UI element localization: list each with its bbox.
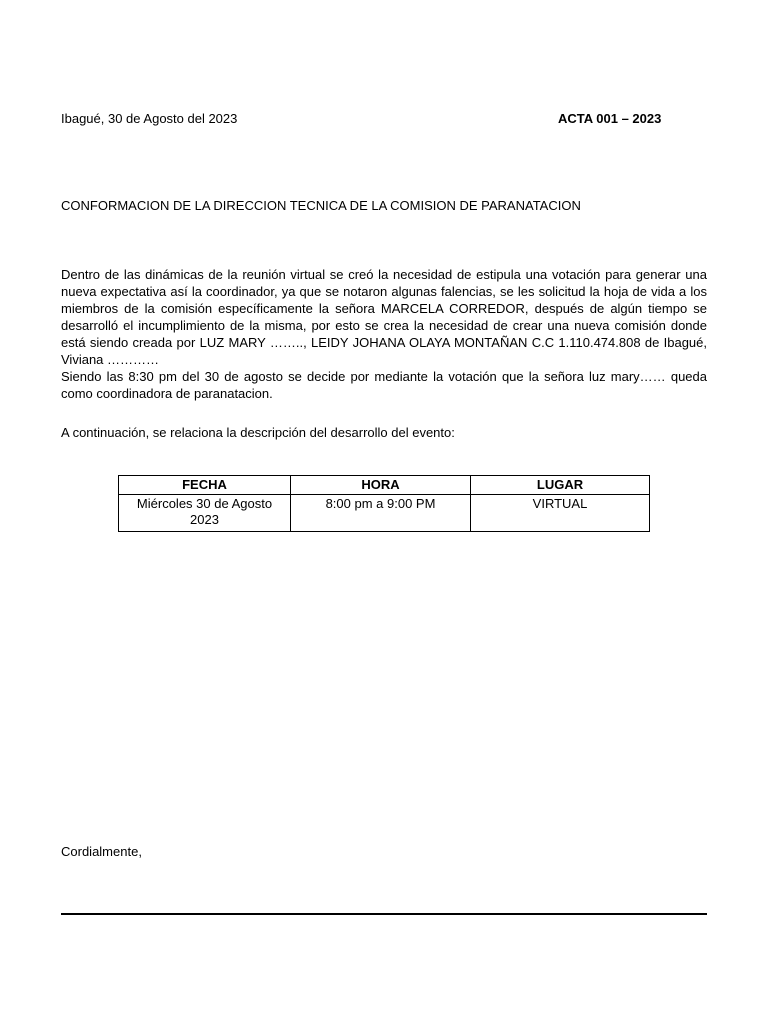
event-table xyxy=(118,475,650,532)
table-header-row xyxy=(119,476,650,495)
acta-number: ACTA 001 – 2023 xyxy=(558,111,662,126)
paragraph-2: Siendo las 8:30 pm del 30 de agosto se decide por mediante la votación que la señora luz mary…… queda como coordinadora de paranatacion. xyxy=(61,369,707,401)
cell-hora: 8:00 pm a 9:00 PM xyxy=(291,495,471,532)
body-text xyxy=(61,266,707,402)
table-row xyxy=(119,495,650,532)
signature-line xyxy=(61,913,707,915)
intro-text: A continuación, se relaciona la descripción del desarrollo del evento: xyxy=(61,425,455,440)
header-lugar: LUGAR xyxy=(471,476,650,495)
place-date: Ibagué, 30 de Agosto del 2023 xyxy=(61,111,238,126)
header-fecha: FECHA xyxy=(119,476,291,495)
header-hora: HORA xyxy=(291,476,471,495)
cell-lugar: VIRTUAL xyxy=(471,495,650,532)
cell-fecha: Miércoles 30 de Agosto 2023 xyxy=(119,495,291,532)
closing-text: Cordialmente, xyxy=(61,844,142,859)
paragraph-1: Dentro de las dinámicas de la reunión virtual se creó la necesidad de estipula una votación para generar una nueva expectativa así la coordinador, ya que se notaron algunas falencias, se les solicitud la hoja de vida a los miembros de la comisión específicamente la señora MARCELA CORREDOR, después de algún tiempo se desarrolló el incumplimiento de la misma, por esto se crea la necesidad de crear una nueva comisión donde está siendo creada por LUZ MARY …….., LEIDY JOHANA OLAYA MONTAÑAN C.C 1.110.474.808 de Ibagué, Viviana ………… xyxy=(61,267,707,367)
document-title: CONFORMACION DE LA DIRECCION TECNICA DE LA COMISION DE PARANATACION xyxy=(61,198,581,213)
